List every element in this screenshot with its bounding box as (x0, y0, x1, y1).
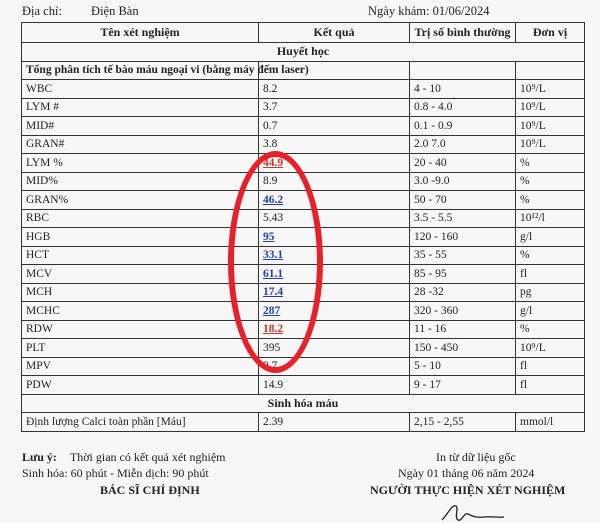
normal-range: 0.1 - 0.9 (410, 117, 516, 136)
unit: 10⁹/L (516, 135, 585, 154)
print-note: In từ dữ liệu gốc (436, 450, 516, 464)
test-result: 17.4 (259, 283, 410, 302)
test-name: HCT (22, 246, 259, 265)
test-result: 95 (259, 228, 410, 247)
col-header-result: Kết quả (259, 23, 410, 43)
test-result: 3.8 (259, 135, 410, 154)
table-header-row (22, 23, 585, 43)
table-row (22, 172, 585, 191)
doctor-label: BÁC SĨ CHỈ ĐỊNH (100, 483, 200, 497)
table-row (22, 80, 585, 99)
col-header-unit: Đơn vị (516, 23, 585, 43)
table-row (22, 135, 585, 154)
test-result: 5.43 (259, 209, 410, 228)
unit: fl (516, 357, 585, 376)
test-name: PLT (22, 339, 259, 358)
normal-range: 2.0 7.0 (410, 135, 516, 154)
exam-date: Ngày khám: 01/06/2024 (368, 4, 490, 18)
unit: mmol/l (516, 413, 585, 432)
note-label: Lưu ý: (22, 450, 57, 464)
normal-range: 28 -32 (410, 283, 516, 302)
unit: pg (516, 283, 585, 302)
normal-range: 5 - 10 (410, 357, 516, 376)
normal-range: 4 - 10 (410, 80, 516, 99)
table-row (22, 320, 585, 339)
normal-range: 3.5 - 5.5 (410, 209, 516, 228)
unit: % (516, 246, 585, 265)
unit: % (516, 154, 585, 173)
normal-range: 9 - 17 (410, 376, 516, 395)
normal-range: 85 - 95 (410, 265, 516, 284)
test-name: HGB (22, 228, 259, 247)
table-row (22, 376, 585, 395)
test-result: 3.7 (259, 98, 410, 117)
table-row (22, 265, 585, 284)
test-result: 14.9 (259, 376, 410, 395)
section-row (22, 394, 585, 413)
group-title: Tổng phân tích tế bào máu ngoại vi (bằng máy đếm laser) (22, 61, 259, 80)
table-row (22, 154, 585, 173)
unit: % (516, 172, 585, 191)
unit: g/l (516, 302, 585, 321)
test-name: GRAN# (22, 135, 259, 154)
table-row (22, 117, 585, 136)
test-name: Định lượng Calci toàn phần [Máu] (22, 413, 259, 432)
empty-cell (516, 61, 585, 80)
test-name: MID% (22, 172, 259, 191)
test-result: 33.1 (259, 246, 410, 265)
table-row (22, 302, 585, 321)
test-result: 0.7 (259, 117, 410, 136)
test-name: LYM % (22, 154, 259, 173)
normal-range: 320 - 360 (410, 302, 516, 321)
group-row (22, 61, 585, 80)
empty-cell (410, 61, 516, 80)
note-line (22, 450, 226, 465)
test-result: 287 (259, 302, 410, 321)
address (22, 4, 139, 19)
section-hematology: Huyết học (22, 43, 585, 62)
test-result: 9.7 (259, 357, 410, 376)
table-row (22, 228, 585, 247)
table-row (22, 339, 585, 358)
table-row (22, 283, 585, 302)
table-row (22, 357, 585, 376)
test-name: MCH (22, 283, 259, 302)
table-row (22, 246, 585, 265)
report-header (22, 2, 590, 22)
normal-range: 20 - 40 (410, 154, 516, 173)
normal-range: 120 - 160 (410, 228, 516, 247)
test-name: RDW (22, 320, 259, 339)
test-name: LYM # (22, 98, 259, 117)
unit: 10⁹/L (516, 98, 585, 117)
test-name: MPV (22, 357, 259, 376)
print-date: Ngày 01 tháng 06 năm 2024 (398, 466, 535, 480)
test-result: 2.39 (259, 413, 410, 432)
unit: % (516, 191, 585, 210)
test-result: 8.2 (259, 80, 410, 99)
test-name: PDW (22, 376, 259, 395)
normal-range: 2,15 - 2,55 (410, 413, 516, 432)
note-text: Thời gian có kết quả xét nghiệm (69, 450, 226, 464)
test-name: MCV (22, 265, 259, 284)
table-row (22, 191, 585, 210)
turnaround-text: Sinh hóa: 60 phút - Miễn dịch: 90 phút (22, 466, 209, 480)
test-result: 44.9 (259, 154, 410, 173)
address-label: Địa chỉ: (22, 4, 62, 18)
unit: 10¹²/l (516, 209, 585, 228)
signature (438, 500, 508, 523)
address-value: Điện Bàn (91, 4, 139, 18)
performer-label: NGƯỜI THỰC HIỆN XÉT NGHIỆM (370, 483, 566, 497)
unit: fl (516, 376, 585, 395)
test-name: MCHC (22, 302, 259, 321)
unit: % (516, 320, 585, 339)
test-name: MID# (22, 117, 259, 136)
table-row (22, 209, 585, 228)
test-result: 61.1 (259, 265, 410, 284)
test-result: 8.9 (259, 172, 410, 191)
normal-range: 0.8 - 4.0 (410, 98, 516, 117)
unit: 10⁹/L (516, 117, 585, 136)
table-row (22, 413, 585, 432)
normal-range: 35 - 55 (410, 246, 516, 265)
col-header-normal: Trị số bình thường (410, 23, 516, 43)
test-name: GRAN% (22, 191, 259, 210)
normal-range: 11 - 16 (410, 320, 516, 339)
normal-range: 150 - 450 (410, 339, 516, 358)
results-table (21, 22, 585, 432)
test-result: 18.2 (259, 320, 410, 339)
normal-range: 3.0 -9.0 (410, 172, 516, 191)
test-name: WBC (22, 80, 259, 99)
section-biochem: Sinh hóa máu (22, 394, 585, 413)
section-row (22, 43, 585, 62)
unit: 10⁹/L (516, 80, 585, 99)
test-result: 46.2 (259, 191, 410, 210)
test-name: RBC (22, 209, 259, 228)
unit: fl (516, 265, 585, 284)
unit: g/l (516, 228, 585, 247)
normal-range: 50 - 70 (410, 191, 516, 210)
table-row (22, 98, 585, 117)
unit: 10⁹/L (516, 339, 585, 358)
col-header-name: Tên xét nghiệm (22, 23, 259, 43)
test-result: 395 (259, 339, 410, 358)
